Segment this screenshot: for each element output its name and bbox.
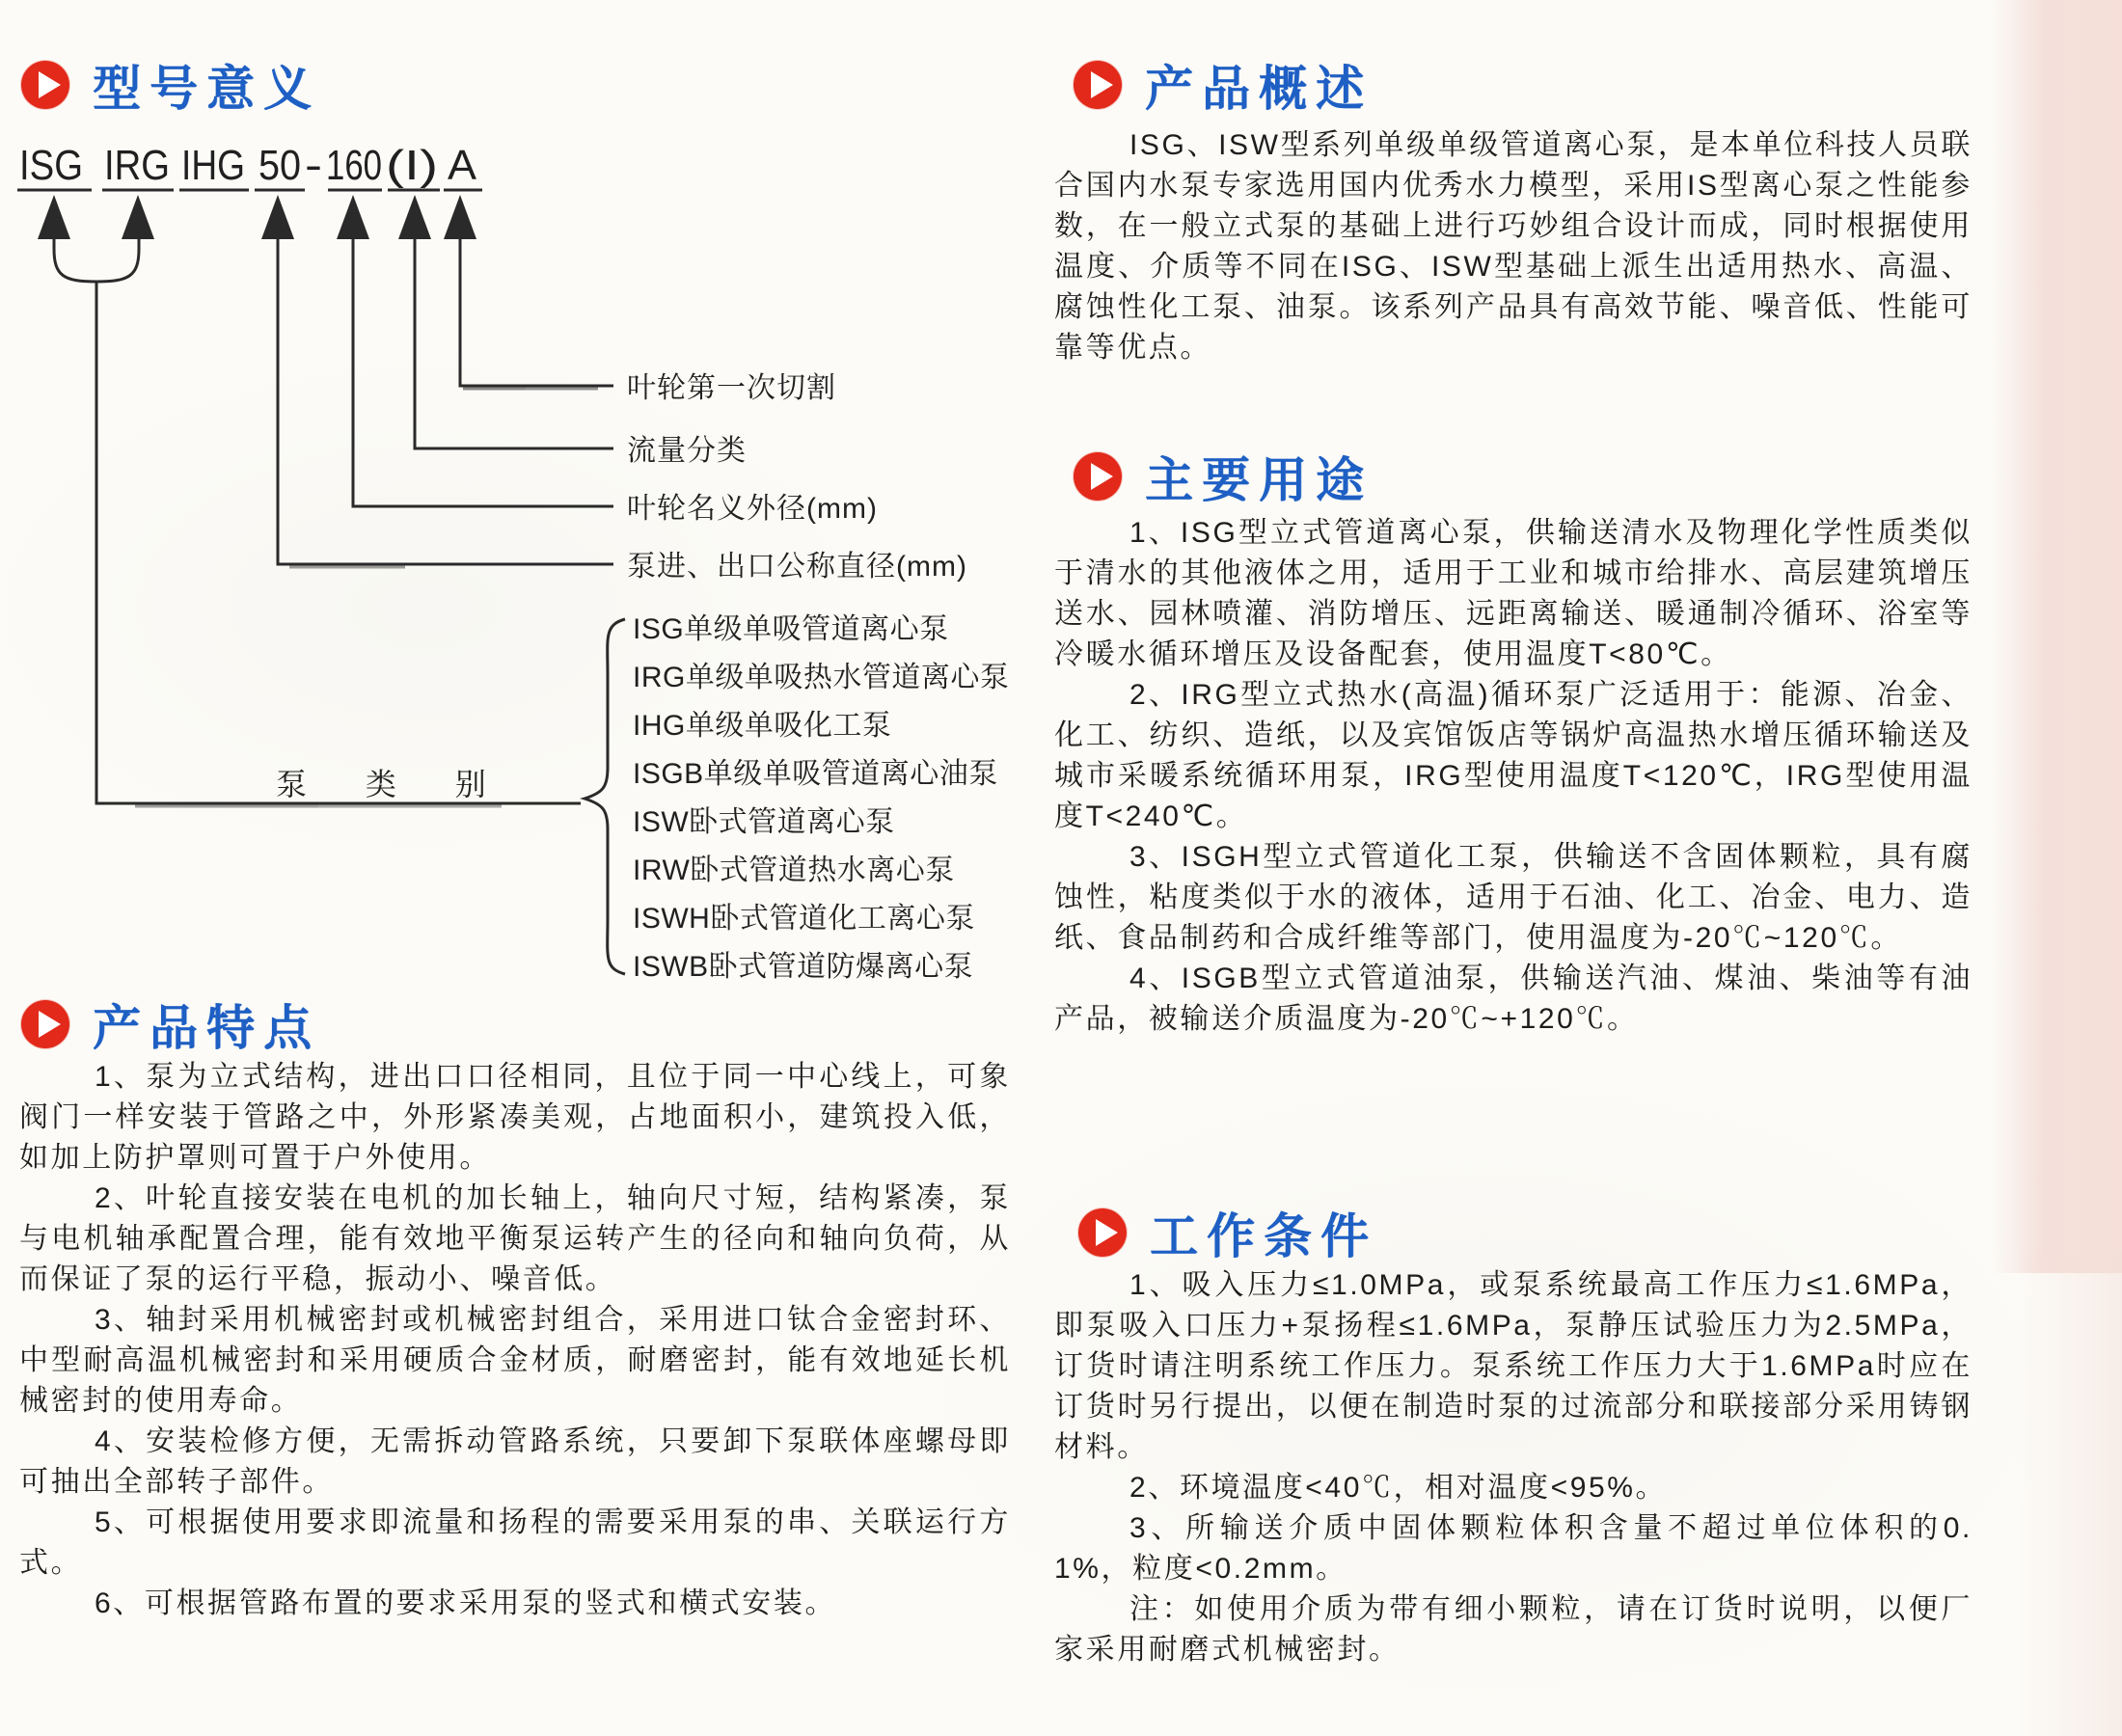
- pump-type-item: ISW卧式管道离心泵: [633, 806, 895, 838]
- conditions-body: [1054, 1265, 1972, 1670]
- section-title: 产品概述: [1145, 62, 1373, 116]
- paragraph: 5、可根据使用要求即流量和扬程的需要采用泵的串、关联运行方式。: [19, 1506, 1011, 1579]
- pump-type-item: IRW卧式管道热水离心泵: [633, 854, 955, 886]
- paragraph: 2、IRG型立式热水(高温)循环泵广泛适用于：能源、冶金、化工、纺织、造纸，以及宾馆饭店等锅炉高温热水增压循环输送及城市采暖系统循环用泵，IRG型使用温度T<120℃，IRG型使用温度T<240℃。: [1054, 679, 1972, 832]
- connector-line: [415, 239, 613, 448]
- paragraph: 2、叶轮直接安装在电机的加长轴上，轴向尺寸短，结构紧凑，泵与电机轴承配置合理，能有效地平衡泵运转产生的径向和轴向负荷，从而保证了泵的运行平稳，振动小、噪音低。: [19, 1182, 1011, 1295]
- red-arrow-bullet-icon: [1078, 1208, 1127, 1257]
- pump-type-item: ISWB卧式管道防爆离心泵: [633, 951, 974, 983]
- pump-type-item: IRG单级单吸热水管道离心泵: [633, 662, 1010, 693]
- model-segment: A: [448, 142, 477, 189]
- section-title: 产品特点: [93, 1001, 320, 1055]
- scan-edge-tint-lower: [2016, 1254, 2122, 1736]
- model-segment: 160: [326, 142, 382, 189]
- red-arrow-bullet-icon: [21, 61, 69, 109]
- paragraph: 1、吸入压力≤1.0MPa，或泵系统最高工作压力≤1.6MPa，即泵吸入口压力+泵扬程≤1.6MPa，泵静压试验压力为2.5MPa，订货时请注明系统工作压力。泵系统工作压力大于1.6MPa时应在订货时另行提出，以便在制造时泵的过流部分和联接部分采用铸钢材料。: [1054, 1269, 1972, 1463]
- paragraph: 1、泵为立式结构，进出口口径相同，且位于同一中心线上，可象阀门一样安装于管路之中，外形紧凑美观，占地面积小，建筑投入低，如加上防护罩则可置于户外使用。: [19, 1061, 1011, 1174]
- model-segment: 50: [258, 142, 301, 189]
- model-segment: IHG: [181, 142, 245, 189]
- meaning-label: 流量分类: [627, 435, 747, 467]
- model-segment: IRG: [104, 142, 170, 189]
- arrow-up-icon: [398, 195, 431, 239]
- section-overview-header: [1074, 50, 1373, 120]
- brace: [585, 619, 625, 974]
- section-title: 工作条件: [1150, 1209, 1377, 1263]
- paragraph: 6、可根据管路布置的要求采用泵的竖式和横式安装。: [95, 1587, 837, 1619]
- u-join-line: [54, 239, 139, 282]
- red-arrow-bullet-icon: [1074, 61, 1122, 109]
- pump-class-label: 泵 类 别: [276, 767, 511, 801]
- red-arrow-bullet-icon: [1074, 452, 1122, 501]
- model-segment: ISG: [19, 142, 83, 189]
- arrow-up-icon: [337, 195, 369, 239]
- paragraph: 2、环境温度<40℃，相对温度<95%。: [1129, 1472, 1668, 1504]
- arrow-up-icon: [261, 195, 294, 239]
- arrow-up-icon: [444, 195, 476, 239]
- paragraph: 4、ISGB型立式管道油泵，供输送汽油、煤油、柴油等有油产品，被输送介质温度为-20℃~+120℃。: [1054, 963, 1972, 1035]
- pump-type-item: ISG单级单吸管道离心泵: [633, 613, 949, 645]
- section-uses-header: [1074, 442, 1373, 511]
- model-segment: -: [305, 142, 322, 189]
- section-title: 型号意义: [93, 62, 320, 116]
- paragraph: 4、安装检修方便，无需拆动管路系统，只要卸下泵联体座螺母即可抽出全部转子部件。: [19, 1425, 1011, 1498]
- model-segment: (I): [386, 142, 438, 189]
- connector-line: [460, 239, 613, 386]
- red-arrow-bullet-icon: [21, 1000, 69, 1048]
- section-model-header: [21, 50, 320, 120]
- overview-body: [1054, 125, 1972, 368]
- paragraph: ISG、ISW型系列单级单级管道离心泵，是本单位科技人员联合国内水泵专家选用国内优秀水力模型，采用IS型离心泵之性能参数，在一般立式泵的基础上进行巧妙组合设计而成，同时根据使用温度、介质等不同在ISG、ISW型基础上派生出适用热水、高温、腐蚀性化工泵、油泵。该系列产品具有高效节能、噪音低、性能可靠等优点。: [1054, 129, 1972, 364]
- paragraph: 1、ISG型立式管道离心泵，供输送清水及物理化学性质类似于清水的其他液体之用，适用于工业和城市给排水、高层建筑增压送水、园林喷灌、消防增压、远距离输送、暖通制冷循环、浴室等冷暖水循环增压及设备配套，使用温度T<80℃。: [1054, 517, 1972, 670]
- section-title: 主要用途: [1145, 453, 1373, 507]
- meaning-label: 叶轮名义外径(mm): [627, 493, 878, 525]
- paragraph: 注：如使用介质为带有细小颗粒，请在订货时说明，以便厂家采用耐磨式机械密封。: [1054, 1593, 1972, 1666]
- paragraph: 3、所输送介质中固体颗粒体积含量不超过单位体积的0.1%，粒度<0.2mm。: [1054, 1512, 1972, 1585]
- arrow-up-icon: [122, 195, 154, 239]
- connector-line: [278, 239, 613, 564]
- section-features-header: [21, 990, 320, 1059]
- section-conditions-header: [1078, 1198, 1377, 1267]
- pump-type-item: IHG单级单吸化工泵: [633, 710, 892, 742]
- pump-type-item: ISWH卧式管道化工离心泵: [633, 903, 975, 935]
- pump-class-line: [96, 282, 581, 803]
- paragraph: 3、轴封采用机械密封或机械密封组合，采用进口钛合金密封环、中型耐高温机械密封和采用硬质合金材质，耐磨密封，能有效地延长机械密封的使用寿命。: [19, 1304, 1011, 1417]
- uses-body: [1054, 513, 1972, 1040]
- paragraph: 3、ISGH型立式管道化工泵，供输送不含固体颗粒，具有腐蚀性，粘度类似于水的液体，适用于石油、化工、冶金、电力、造纸、食品制药和合成纤维等部门，使用温度为-20℃~120℃。: [1054, 841, 1972, 954]
- meaning-label: 叶轮第一次切割: [627, 372, 836, 404]
- pump-type-item: ISGB单级单吸管道离心油泵: [633, 758, 998, 790]
- meaning-label: 泵进、出口公称直径(mm): [627, 551, 967, 583]
- features-body: [19, 1057, 1011, 1624]
- arrow-up-icon: [38, 195, 70, 239]
- scan-edge-tint: [1992, 0, 2122, 1273]
- connector-line: [353, 239, 613, 506]
